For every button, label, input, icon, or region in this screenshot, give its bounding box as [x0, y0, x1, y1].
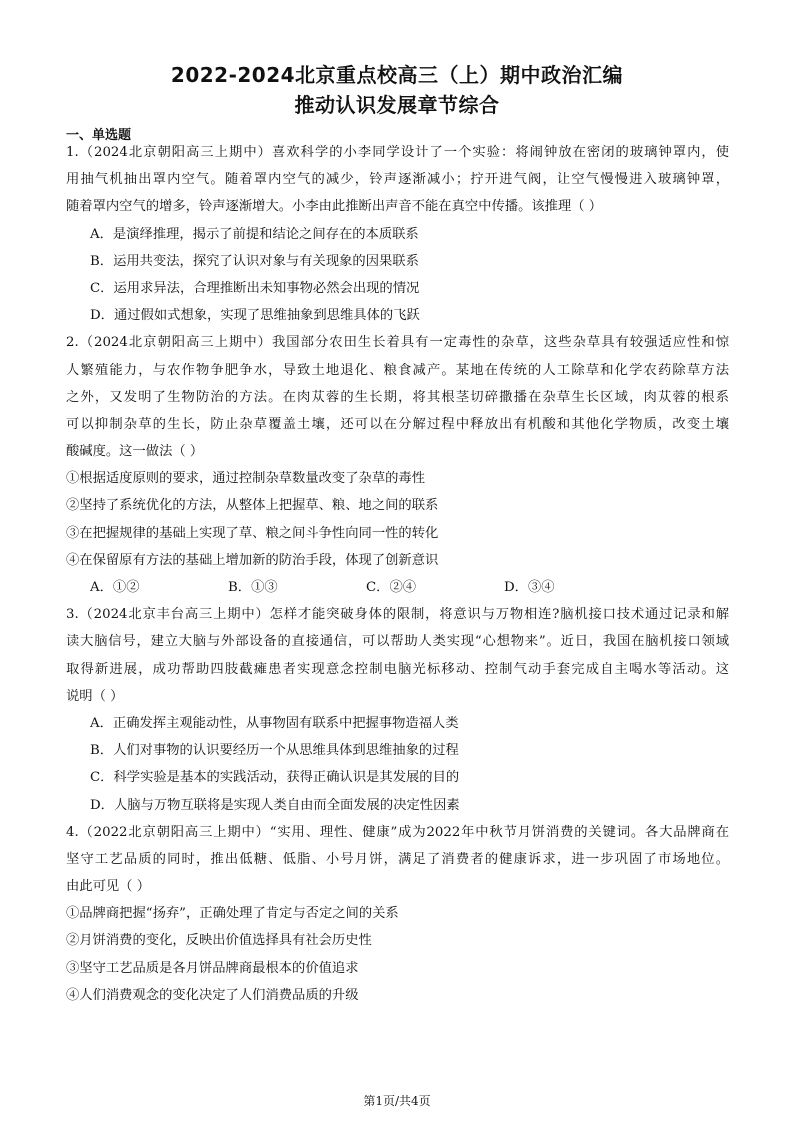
option-b: B．人们对事物的认识要经历一个从思维具体到思维抽象的过程 — [90, 743, 459, 759]
option-d: D．人脑与万物互联将是实现人类自由而全面发展的决定性因素 — [90, 797, 460, 813]
question-text-line: 1.（2024北京朝阳高三上期中）喜欢科学的小李同学设计了一个实验：将闹钟放在密闭的玻璃钟罩内，使 — [66, 145, 729, 160]
option-c: C．科学实验是基本的实践活动，获得正确认识是其发展的目的 — [90, 770, 460, 786]
choice-row — [66, 574, 729, 601]
question-text-line: 取得新进展，成功帮助四肢截瘫患者实现意念控制电脑光标移动、控制气动手套完成自主喝水等活动。这 — [66, 661, 729, 677]
option-b: B．运用共变法，探究了认识对象与有关现象的因果联系 — [90, 253, 419, 269]
question-text-line: 可以抑制杂草的生长，防止杂草覆盖土壤，还可以在分解过程中释放出有机酸和其他化学物质，改变土壤 — [66, 416, 729, 432]
question-text-line: 之外，又发明了生物防治的方法。在肉苁蓉的生长期，将其根茎切碎撒播在杂草生长区域，肉苁蓉的根系 — [66, 389, 729, 405]
question-text-line: 读大脑信号，建立大脑与外部设备的直接通信，可以帮助人类实现“心想物来”。近日，我国在脑机接口领域 — [66, 634, 729, 650]
question-text-line: 2.（2024北京朝阳高三上期中）我国部分农田生长着具有一定毒性的杂草，这些杂草具有较强适应性和惊 — [66, 335, 729, 351]
question-text-line: 随着罩内空气的增多，铃声逐渐增大。小李由此推断出声音不能在真空中传播。该推理（ ） — [66, 199, 603, 215]
statement-4: ④人们消费观念的变化决定了人们消费品质的升级 — [66, 987, 359, 1003]
option-c: C．运用求异法，合理推断出未知事物必然会出现的情况 — [90, 280, 420, 296]
question-2 — [66, 329, 729, 601]
statement-3: ③坚守工艺品质是各月饼品牌商最根本的价值追求 — [66, 960, 359, 976]
choice-c: C．②④ — [366, 580, 417, 595]
document-title: 2022-2024北京重点校高三（上）期中政治汇编 — [170, 63, 624, 87]
option-a: A．正确发挥主观能动性，从事物固有联系中把握事物造福人类 — [90, 715, 459, 731]
statement-3: ③在把握规律的基础上实现了草、粮之间斗争性向同一性的转化 — [66, 525, 439, 541]
statement-1: ①根据适度原则的要求，通过控制杂草数量改变了杂草的毒性 — [66, 471, 426, 487]
question-text-line: 3.（2024北京丰台高三上期中）怎样才能突破身体的限制，将意识与万物相连?脑机接口技术通过记录和解 — [66, 607, 729, 623]
question-text-line: 酸碱度。这一做法（ ） — [66, 444, 204, 460]
section-heading: 一、单选题 — [66, 128, 132, 143]
question-text-line: 坚守工艺品质的同时，推出低糖、低脂、小号月饼，满足了消费者的健康诉求，进一步巩固了市场地位。 — [66, 851, 729, 867]
option-a: A．是演绎推理，揭示了前提和结论之间存在的本质联系 — [90, 226, 419, 242]
question-text-line: 用抽气机抽出罩内空气。随着罩内空气的减少，铃声逐渐减小；拧开进气阀，让空气慢慢进入玻璃钟罩， — [66, 172, 729, 188]
question-text-line: 4.（2022北京朝阳高三上期中）“实用、理性、健康”成为2022年中秋节月饼消费的关键词。各大品牌商在 — [66, 824, 729, 840]
question-3 — [66, 601, 729, 819]
option-d: D．通过假如式想象，实现了思维抽象到思维具体的飞跃 — [90, 308, 420, 324]
choice-d: D．③④ — [504, 580, 555, 595]
choice-a: A．①② — [90, 580, 140, 595]
question-1 — [66, 139, 729, 329]
statement-4: ④在保留原有方法的基础上增加新的防治手段，体现了创新意识 — [66, 552, 439, 568]
document-subtitle: 推动认识发展章节综合 — [294, 93, 500, 117]
statement-2: ②月饼消费的变化，反映出价值选择具有社会历史性 — [66, 933, 372, 949]
choice-b: B．①③ — [228, 580, 278, 595]
question-text-line: 人繁殖能力，与农作物争肥争水，导致土地退化、粮食减产。某地在传统的人工除草和化学农药除草方法 — [66, 362, 729, 378]
statement-1: ①品牌商把握“扬弃”，正确处理了肯定与否定之间的关系 — [66, 906, 399, 922]
question-text-line: 由此可见（ ） — [66, 879, 151, 895]
statement-2: ②坚持了系统优化的方法，从整体上把握草、粮、地之间的联系 — [66, 498, 439, 514]
page-number: 第1页/共4页 — [363, 1094, 431, 1108]
question-list — [66, 139, 729, 1009]
question-text-line: 说明（ ） — [66, 688, 124, 704]
question-4 — [66, 819, 729, 1009]
